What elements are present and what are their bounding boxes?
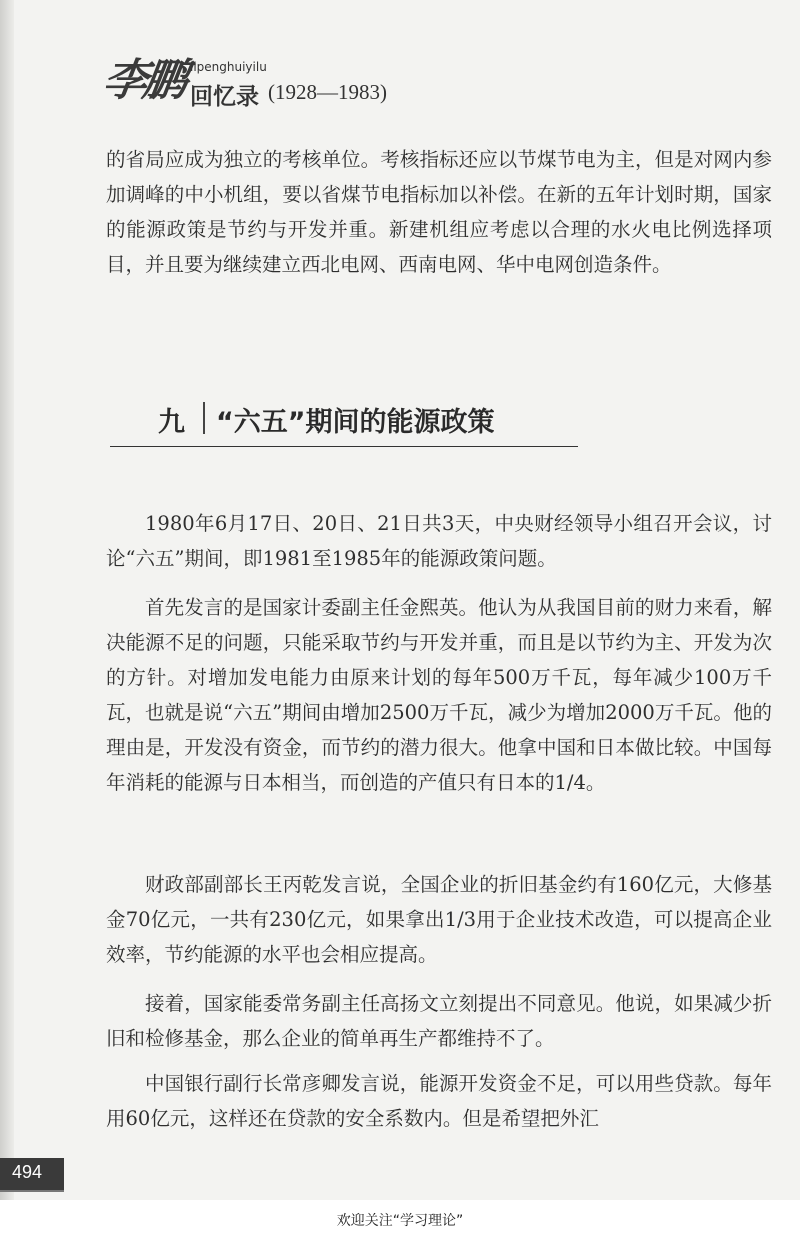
page-number-rule xyxy=(0,1190,64,1192)
running-header xyxy=(99,44,704,124)
paragraph-5: 中国银行副行长常彦卿发言说，能源开发资金不足，可以用些贷款。每年用60亿元，这样还在贷款的安全系数内。但是希望把外汇 xyxy=(106,1072,772,1130)
paragraph-continued: 的省局应成为独立的考核单位。考核指标还应以节煤节电为主，但是对网内参加调峰的中小机组，要以省煤节电指标加以补偿。在新的五年计划时期，国家的能源政策是节约与开发并重。新建机组应考虑以合理的水火电比例选择项目，并且要为继续建立西北电网、西南电网、华中电网创造条件。 xyxy=(106,148,772,276)
footer-bar xyxy=(0,1200,800,1240)
page-number-box xyxy=(0,1158,64,1190)
section-number: 九 xyxy=(158,407,185,438)
page-number: 494 xyxy=(12,1162,43,1182)
section-divider xyxy=(203,402,205,434)
page-edge xyxy=(0,0,14,1240)
header-pinyin: lipenghuiyilu xyxy=(190,60,267,74)
section-heading xyxy=(110,396,578,447)
section-title: “六五”期间的能源政策 xyxy=(216,407,495,438)
paragraph-4: 接着，国家能委常务副主任高扬文立刻提出不同意见。他说，如果减少折旧和检修基金，那么企业的简单再生产都维持不了。 xyxy=(106,992,772,1050)
book-years: (1928—1983) xyxy=(268,80,387,104)
calligraphy-logo: 李鹏 xyxy=(99,55,187,106)
paragraph-3: 财政部副部长王丙乾发言说，全国企业的折旧基金约有160亿元，大修基金70亿元，一共有230亿元，如果拿出1/3用于企业技术改造，可以提高企业效率，节约能源的水平也会相应提高。 xyxy=(106,873,772,966)
paragraph-2: 首先发言的是国家计委副主任金熙英。他认为从我国目前的财力来看，解决能源不足的问题，只能采取节约与开发并重，而且是以节约为主、开发为次的方针。对增加发电能力由原来计划的每年500万千瓦，每年减少100万千瓦，也就是说“六五”期间由增加2500万千瓦，减少为增加2000万千瓦。他的理由是，开发没有资金，而节约的潜力很大。他拿中国和日本做比较。中国每年消耗的能源与日本相当，而创造的产值只有日本的1/4。 xyxy=(106,596,772,794)
paragraph-1: 1980年6月17日、20日、21日共3天，中央财经领导小组召开会议，讨论“六五”期间，即1981至1985年的能源政策问题。 xyxy=(106,512,772,570)
footer-text: 欢迎关注“学习理论” xyxy=(336,1213,464,1229)
book-title: 回忆录 xyxy=(190,84,259,110)
